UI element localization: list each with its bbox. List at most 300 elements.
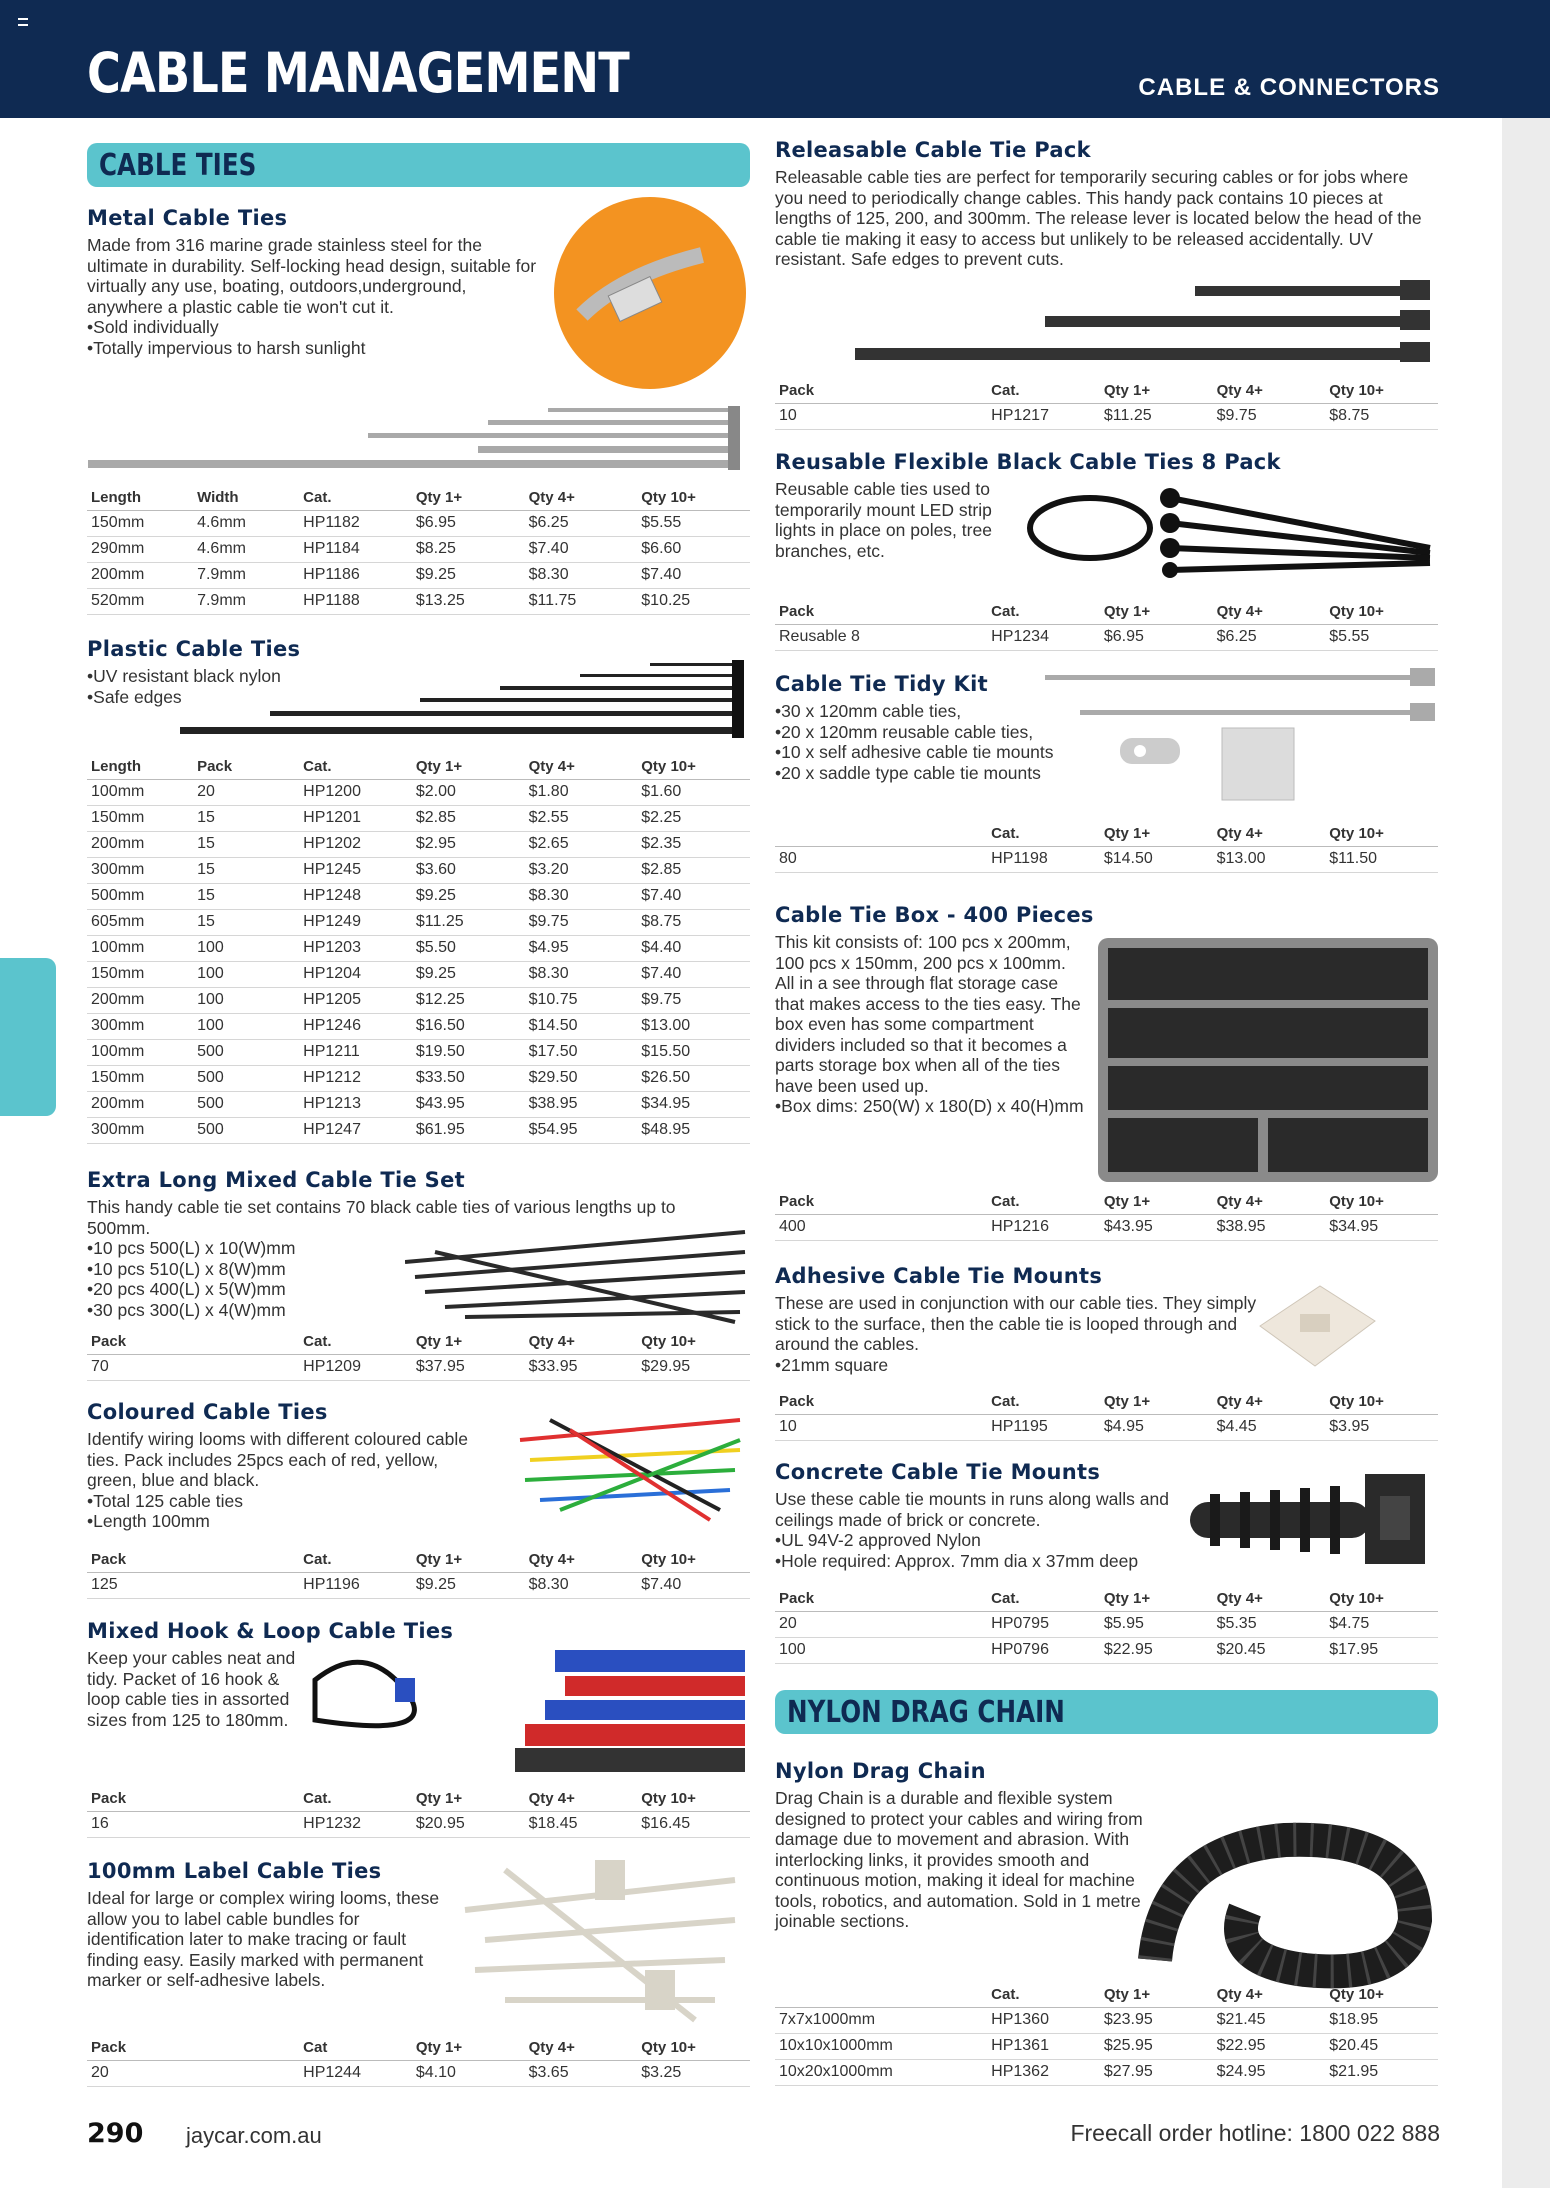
- column-header: Pack: [775, 600, 987, 624]
- column-header: Qty 10+: [1325, 1587, 1438, 1611]
- table-cell: $2.85: [412, 805, 525, 831]
- section-heading: Releasable Cable Tie Pack: [775, 138, 1091, 162]
- section-heading: Plastic Cable Ties: [87, 637, 301, 661]
- band-cable-ties: [87, 143, 750, 187]
- table-cell: 400: [775, 1214, 987, 1240]
- table-cell: 100: [193, 1013, 299, 1039]
- table-cell: $3.20: [525, 857, 638, 883]
- table-cell: 15: [193, 883, 299, 909]
- table-row: [87, 805, 750, 831]
- table-cell: $10.75: [525, 987, 638, 1013]
- table-cell: $9.25: [412, 1572, 525, 1598]
- table-cell: $3.60: [412, 857, 525, 883]
- page-number: 290: [87, 2118, 144, 2149]
- table-cell: $17.50: [525, 1039, 638, 1065]
- table-header-row: [775, 1587, 1438, 1611]
- column-header: Qty 4+: [1213, 822, 1326, 846]
- column-header: Qty 4+: [525, 1548, 638, 1572]
- table-cell: 100mm: [87, 1039, 193, 1065]
- concrete-mount-image: [1180, 1468, 1440, 1568]
- table-row: [87, 987, 750, 1013]
- column-header: Width: [193, 486, 299, 510]
- table-row: [87, 588, 750, 614]
- column-header: Qty 1+: [412, 1330, 525, 1354]
- table-header-row: [87, 1330, 750, 1354]
- table-row: [775, 624, 1438, 650]
- table-cell: $22.95: [1213, 2033, 1326, 2059]
- tidy-table: [775, 822, 1438, 873]
- bullet-item: • 10 pcs 510(L) x 8(W)mm: [87, 1259, 727, 1280]
- table-cell: 100: [193, 935, 299, 961]
- table-cell: 200mm: [87, 1091, 193, 1117]
- menu-icon[interactable]: [18, 18, 28, 26]
- releasable-ties-image: [855, 278, 1440, 370]
- table-row: [87, 1572, 750, 1598]
- table-cell: 10: [775, 1414, 987, 1440]
- plastic-ties-lineup: [180, 660, 750, 744]
- column-header: Qty 10+: [1325, 379, 1438, 403]
- bullet-item: • 30 x 120mm cable ties,: [775, 701, 1115, 722]
- page-title: CABLE MANAGEMENT: [87, 41, 629, 105]
- section-desc: Reusable cable ties used to temporarily mount LED strip lights in place on poles, tree branches, etc.: [775, 479, 992, 561]
- table-cell: $2.95: [412, 831, 525, 857]
- table-row: [775, 1214, 1438, 1240]
- table-cell: $11.25: [1100, 403, 1213, 429]
- bullet-list: [775, 1355, 1265, 1376]
- column-header: Qty 10+: [1325, 600, 1438, 624]
- table-cell: 4.6mm: [193, 536, 299, 562]
- section-desc: This handy cable tie set contains 70 black cable ties of various lengths up to 500mm.: [87, 1197, 676, 1238]
- table-cell: $8.75: [637, 909, 750, 935]
- column-header: Qty 10+: [1325, 1983, 1438, 2007]
- column-header: Qty 4+: [525, 1787, 638, 1811]
- table-cell: $14.50: [525, 1013, 638, 1039]
- table-cell: $48.95: [637, 1117, 750, 1143]
- column-header: Cat.: [299, 1330, 412, 1354]
- table-cell: 150mm: [87, 1065, 193, 1091]
- section-desc: Made from 316 marine grade stainless steel for the ultimate in durability. Self-locking head design, suitable for virtually any use, boating, outdoors,underground, anywhere a plastic cable tie won't cut it.: [87, 235, 537, 317]
- table-cell: HP1248: [299, 883, 412, 909]
- section-heading: Concrete Cable Tie Mounts: [775, 1460, 1101, 1484]
- table-cell: $13.00: [1213, 846, 1326, 872]
- section-desc: Keep your cables neat and tidy. Packet of 16 hook & loop cable ties in assorted sizes from 125 to 180mm.: [87, 1648, 296, 1730]
- bullet-item: • Hole required: Approx. 7mm dia x 37mm deep: [775, 1551, 1435, 1572]
- table-cell: HP1247: [299, 1117, 412, 1143]
- table-cell: $2.55: [525, 805, 638, 831]
- column-header: Pack: [775, 1587, 987, 1611]
- section-heading: Extra Long Mixed Cable Tie Set: [87, 1168, 465, 1192]
- column-header: Qty 1+: [1100, 1390, 1213, 1414]
- table-cell: 200mm: [87, 831, 193, 857]
- table-cell: $13.00: [637, 1013, 750, 1039]
- table-row: [87, 883, 750, 909]
- table-cell: $10.25: [637, 588, 750, 614]
- column-header: Qty 4+: [525, 1330, 638, 1354]
- table-cell: $20.45: [1213, 1637, 1326, 1663]
- bullet-item: • Safe edges: [87, 687, 507, 708]
- table-cell: HP1196: [299, 1572, 412, 1598]
- table-cell: HP1201: [299, 805, 412, 831]
- table-cell: 7.9mm: [193, 562, 299, 588]
- table-cell: 100mm: [87, 935, 193, 961]
- bullet-list: [87, 317, 547, 358]
- table-row: [87, 1354, 750, 1380]
- column-header: Qty 10+: [637, 1548, 750, 1572]
- reusable-section: [775, 450, 1281, 561]
- table-cell: $3.65: [525, 2060, 638, 2086]
- table-row: [87, 831, 750, 857]
- table-cell: $8.30: [525, 562, 638, 588]
- table-cell: $18.45: [525, 1811, 638, 1837]
- bullet-item: • Total 125 cable ties: [87, 1491, 487, 1512]
- adhesive-section: [775, 1264, 1265, 1375]
- table-cell: HP1200: [299, 779, 412, 805]
- table-cell: $9.75: [1213, 403, 1326, 429]
- table-cell: 100mm: [87, 779, 193, 805]
- bullet-item: • 20 x saddle type cable tie mounts: [775, 763, 1115, 784]
- column-header: Cat.: [987, 1983, 1100, 2007]
- column-header: Pack: [87, 1330, 299, 1354]
- column-header: Qty 10+: [637, 2036, 750, 2060]
- table-header-row: [775, 1190, 1438, 1214]
- column-header: Cat.: [299, 1787, 412, 1811]
- table-row: [87, 1065, 750, 1091]
- table-cell: $9.25: [412, 562, 525, 588]
- table-cell: 20: [193, 779, 299, 805]
- table-cell: $3.95: [1325, 1414, 1438, 1440]
- column-header: [775, 1983, 987, 2007]
- table-cell: $2.65: [525, 831, 638, 857]
- column-header: Cat.: [299, 486, 412, 510]
- side-tab[interactable]: [0, 958, 56, 1116]
- table-cell: 7.9mm: [193, 588, 299, 614]
- table-cell: $29.95: [637, 1354, 750, 1380]
- table-row: [87, 779, 750, 805]
- table-cell: HP1195: [987, 1414, 1100, 1440]
- table-cell: 500: [193, 1039, 299, 1065]
- column-header: Qty 4+: [1213, 1983, 1326, 2007]
- table-cell: 500: [193, 1091, 299, 1117]
- column-header: Qty 4+: [1213, 600, 1326, 624]
- table-cell: $34.95: [1325, 1214, 1438, 1240]
- table-cell: 15: [193, 857, 299, 883]
- table-cell: $29.50: [525, 1065, 638, 1091]
- coloured-ties-image: [510, 1400, 750, 1530]
- table-cell: HP1188: [299, 588, 412, 614]
- table-cell: $7.40: [525, 536, 638, 562]
- column-header: Cat.: [299, 755, 412, 779]
- table-cell: HP1246: [299, 1013, 412, 1039]
- table-cell: HP1360: [987, 2007, 1100, 2033]
- table-cell: $20.45: [1325, 2033, 1438, 2059]
- table-row: [775, 2059, 1438, 2085]
- band-label: CABLE TIES: [99, 148, 257, 183]
- table-row: [87, 510, 750, 536]
- table-row: [87, 562, 750, 588]
- table-cell: HP0796: [987, 1637, 1100, 1663]
- section-heading: Cable Tie Tidy Kit: [775, 672, 988, 696]
- box-table: [775, 1190, 1438, 1241]
- metal-section: [87, 206, 547, 358]
- column-header: Qty 10+: [1325, 1390, 1438, 1414]
- table-cell: $21.45: [1213, 2007, 1326, 2033]
- table-cell: HP1249: [299, 909, 412, 935]
- section-desc: Ideal for large or complex wiring looms, these allow you to label cable bundles for identification later to make tracing or fault finding easy. Easily marked with permanent marker or self-adhesive labels.: [87, 1888, 440, 1990]
- column-header: Qty 1+: [412, 2036, 525, 2060]
- table-cell: HP1203: [299, 935, 412, 961]
- reusable-ties-image: [1020, 478, 1440, 578]
- column-header: Length: [87, 755, 193, 779]
- column-header: Qty 1+: [1100, 1190, 1213, 1214]
- table-cell: $11.25: [412, 909, 525, 935]
- table-cell: HP1361: [987, 2033, 1100, 2059]
- section-desc: These are used in conjunction with our cable ties. They simply stick to the surface, then the cable tie is looped through and around the cables.: [775, 1293, 1257, 1354]
- table-row: [775, 403, 1438, 429]
- band-nylon-drag-chain: [775, 1690, 1438, 1734]
- table-cell: $23.95: [1100, 2007, 1213, 2033]
- table-cell: HP1186: [299, 562, 412, 588]
- table-cell: $6.25: [525, 510, 638, 536]
- table-cell: $24.95: [1213, 2059, 1326, 2085]
- table-cell: $2.25: [637, 805, 750, 831]
- table-cell: 150mm: [87, 961, 193, 987]
- table-row: [87, 536, 750, 562]
- table-cell: $14.50: [1100, 846, 1213, 872]
- table-cell: 300mm: [87, 857, 193, 883]
- table-cell: $12.25: [412, 987, 525, 1013]
- table-cell: 150mm: [87, 805, 193, 831]
- bullet-item: • Sold individually: [87, 317, 547, 338]
- column-header: Qty 1+: [412, 1787, 525, 1811]
- metal-tie-image: [552, 195, 748, 391]
- bullet-item: • Length 100mm: [87, 1511, 487, 1532]
- table-header-row: [87, 1787, 750, 1811]
- table-cell: 10: [775, 403, 987, 429]
- table-cell: $25.95: [1100, 2033, 1213, 2059]
- table-cell: HP1211: [299, 1039, 412, 1065]
- column-header: Qty 4+: [525, 486, 638, 510]
- table-cell: 15: [193, 831, 299, 857]
- table-cell: HP1198: [987, 846, 1100, 872]
- table-cell: $5.55: [1325, 624, 1438, 650]
- releasable-table: [775, 379, 1438, 430]
- table-cell: $8.30: [525, 883, 638, 909]
- table-cell: $16.45: [637, 1811, 750, 1837]
- table-cell: HP1362: [987, 2059, 1100, 2085]
- bullet-item: • 21mm square: [775, 1355, 1265, 1376]
- table-cell: $61.95: [412, 1117, 525, 1143]
- table-cell: 10x10x1000mm: [775, 2033, 987, 2059]
- table-cell: $2.85: [637, 857, 750, 883]
- column-header: Cat: [299, 2036, 412, 2060]
- table-cell: $9.75: [525, 909, 638, 935]
- table-cell: HP0795: [987, 1611, 1100, 1637]
- hookloop-table: [87, 1787, 750, 1838]
- table-cell: HP1216: [987, 1214, 1100, 1240]
- page-edge: [1502, 118, 1550, 2188]
- table-header-row: [775, 822, 1438, 846]
- table-header-row: [87, 486, 750, 510]
- section-desc: Use these cable tie mounts in runs along walls and ceilings made of brick or concrete.: [775, 1489, 1169, 1530]
- footer-website-link[interactable]: jaycar.com.au: [186, 2123, 322, 2148]
- table-cell: $6.95: [1100, 624, 1213, 650]
- table-cell: HP1182: [299, 510, 412, 536]
- table-cell: $16.50: [412, 1013, 525, 1039]
- table-cell: $19.50: [412, 1039, 525, 1065]
- table-header-row: [775, 1390, 1438, 1414]
- bullet-item: • 10 x self adhesive cable tie mounts: [775, 742, 1115, 763]
- drag-table: [775, 1983, 1438, 2086]
- table-cell: 100: [193, 961, 299, 987]
- table-cell: $4.75: [1325, 1611, 1438, 1637]
- table-row: [775, 2033, 1438, 2059]
- table-row: [87, 1039, 750, 1065]
- table-row: [775, 1611, 1438, 1637]
- table-cell: $9.75: [637, 987, 750, 1013]
- column-header: Qty 1+: [1100, 1587, 1213, 1611]
- table-cell: $21.95: [1325, 2059, 1438, 2085]
- column-header: Pack: [87, 1787, 299, 1811]
- table-row: [87, 961, 750, 987]
- table-cell: $27.95: [1100, 2059, 1213, 2085]
- table-cell: 15: [193, 909, 299, 935]
- bullet-item: • 30 pcs 300(L) x 4(W)mm: [87, 1300, 727, 1321]
- drag-section: [775, 1759, 1155, 1932]
- table-cell: $8.30: [525, 1572, 638, 1598]
- table-cell: 100: [193, 987, 299, 1013]
- column-header: Qty 10+: [637, 755, 750, 779]
- column-header: Qty 1+: [1100, 379, 1213, 403]
- table-cell: $38.95: [525, 1091, 638, 1117]
- table-cell: $17.95: [1325, 1637, 1438, 1663]
- table-cell: $9.25: [412, 883, 525, 909]
- column-header: Qty 10+: [637, 486, 750, 510]
- concrete-table: [775, 1587, 1438, 1664]
- column-header: Qty 10+: [637, 1330, 750, 1354]
- table-cell: $4.45: [1213, 1414, 1326, 1440]
- table-cell: $8.30: [525, 961, 638, 987]
- table-cell: $4.95: [525, 935, 638, 961]
- table-cell: $38.95: [1213, 1214, 1326, 1240]
- table-cell: $33.50: [412, 1065, 525, 1091]
- extralong-table: [87, 1330, 750, 1381]
- table-cell: HP1232: [299, 1811, 412, 1837]
- table-row: [87, 909, 750, 935]
- table-cell: 100: [775, 1637, 987, 1663]
- table-cell: 200mm: [87, 987, 193, 1013]
- column-header: Qty 1+: [412, 486, 525, 510]
- table-row: [87, 857, 750, 883]
- section-heading: Nylon Drag Chain: [775, 1759, 986, 1783]
- table-row: [87, 1091, 750, 1117]
- table-cell: HP1205: [299, 987, 412, 1013]
- table-cell: HP1234: [987, 624, 1100, 650]
- table-row: [87, 2060, 750, 2086]
- column-header: Cat.: [987, 379, 1100, 403]
- table-cell: 7x7x1000mm: [775, 2007, 987, 2033]
- bullet-item: • UL 94V-2 approved Nylon: [775, 1530, 1435, 1551]
- box-section: [775, 903, 1094, 1117]
- table-header-row: [775, 379, 1438, 403]
- tie-box-image: [1098, 938, 1438, 1182]
- table-cell: $43.95: [412, 1091, 525, 1117]
- table-cell: 20: [775, 1611, 987, 1637]
- table-cell: HP1209: [299, 1354, 412, 1380]
- table-cell: HP1212: [299, 1065, 412, 1091]
- reusable-table: [775, 600, 1438, 651]
- hookloop-ties-image: [305, 1640, 750, 1780]
- plastic-table: [87, 755, 750, 1144]
- table-cell: HP1204: [299, 961, 412, 987]
- table-cell: $1.80: [525, 779, 638, 805]
- bullet-item: • Box dims: 250(W) x 180(D) x 40(H)mm: [775, 1096, 1085, 1117]
- column-header: Pack: [87, 1548, 299, 1572]
- column-header: Pack: [775, 379, 987, 403]
- table-cell: HP1213: [299, 1091, 412, 1117]
- extralong-ties-image: [405, 1222, 750, 1332]
- table-cell: 500mm: [87, 883, 193, 909]
- table-cell: $54.95: [525, 1117, 638, 1143]
- table-cell: 15: [193, 805, 299, 831]
- table-cell: $43.95: [1100, 1214, 1213, 1240]
- table-row: [775, 846, 1438, 872]
- table-cell: $3.25: [637, 2060, 750, 2086]
- table-cell: $20.95: [412, 1811, 525, 1837]
- table-cell: 500: [193, 1117, 299, 1143]
- table-cell: 16: [87, 1811, 299, 1837]
- section-title: CABLE & CONNECTORS: [1138, 74, 1440, 101]
- section-heading: Metal Cable Ties: [87, 206, 288, 230]
- column-header: Qty 4+: [1213, 1587, 1326, 1611]
- table-cell: $37.95: [412, 1354, 525, 1380]
- table-cell: $7.40: [637, 562, 750, 588]
- page-header: [0, 0, 1550, 118]
- table-cell: $33.95: [525, 1354, 638, 1380]
- table-cell: $13.25: [412, 588, 525, 614]
- table-cell: 150mm: [87, 510, 193, 536]
- table-cell: HP1184: [299, 536, 412, 562]
- table-cell: $18.95: [1325, 2007, 1438, 2033]
- section-heading: Adhesive Cable Tie Mounts: [775, 1264, 1103, 1288]
- table-cell: $4.40: [637, 935, 750, 961]
- table-header-row: [775, 1983, 1438, 2007]
- table-row: [87, 1013, 750, 1039]
- table-cell: $34.95: [637, 1091, 750, 1117]
- column-header: Qty 1+: [412, 1548, 525, 1572]
- column-header: [775, 822, 987, 846]
- table-row: [87, 1117, 750, 1143]
- column-header: Cat.: [987, 1390, 1100, 1414]
- table-cell: $9.25: [412, 961, 525, 987]
- table-cell: 10x20x1000mm: [775, 2059, 987, 2085]
- table-cell: $7.40: [637, 961, 750, 987]
- section-heading: 100mm Label Cable Ties: [87, 1859, 382, 1883]
- column-header: Pack: [87, 2036, 299, 2060]
- table-cell: $1.60: [637, 779, 750, 805]
- section-desc: Releasable cable ties are perfect for temporarily securing cables or for jobs where you need to periodically change cables. This handy pack contains 10 pieces at lengths of 125, 200, and 300mm. The release lever is located below the head of the cable tie making it easy to access but unlikely to be released accidentally. UV resistant. Safe edges to prevent cuts.: [775, 167, 1422, 269]
- column-header: Qty 1+: [1100, 1983, 1213, 2007]
- table-cell: $2.00: [412, 779, 525, 805]
- column-header: Qty 10+: [1325, 1190, 1438, 1214]
- table-cell: $26.50: [637, 1065, 750, 1091]
- table-cell: $8.75: [1325, 403, 1438, 429]
- column-header: Cat.: [987, 600, 1100, 624]
- column-header: Cat.: [299, 1548, 412, 1572]
- column-header: Qty 1+: [412, 755, 525, 779]
- table-cell: $5.95: [1100, 1611, 1213, 1637]
- column-header: Qty 10+: [1325, 822, 1438, 846]
- table-cell: 300mm: [87, 1117, 193, 1143]
